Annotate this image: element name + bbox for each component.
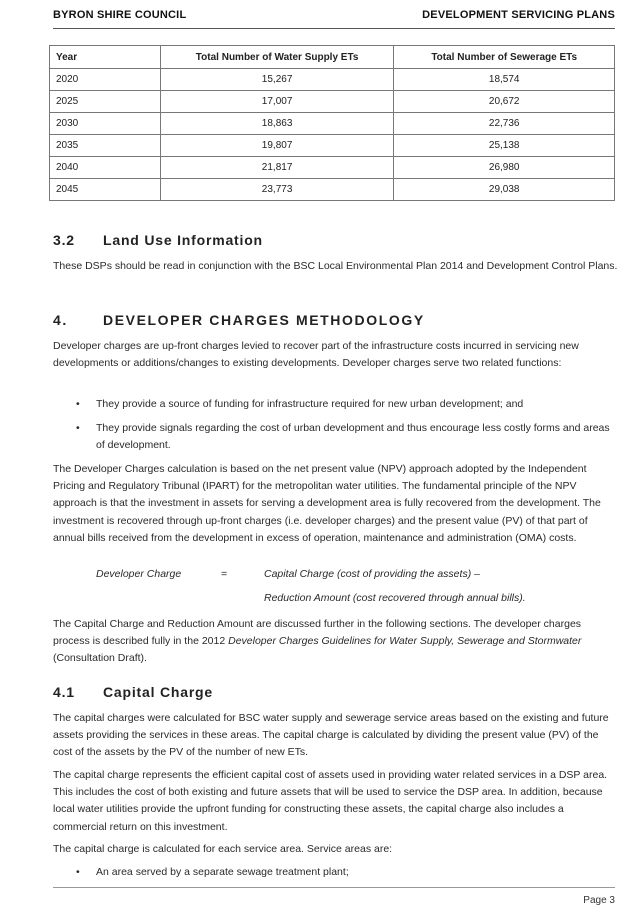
section-heading-3-2 <box>53 232 263 248</box>
et-projection-table <box>49 45 615 201</box>
list-item-text: An area served by a separate sewage treatment plant; <box>96 866 349 878</box>
paragraph-capital-charge-definition: The capital charge represents the efficient capital cost of assets used in providing water related services in a DSP area. This includes the cost of both existing and future assets that will be used to service the DSP area. In addition, because local water utilities provide the upfront funding for constructing these assets, the capital charge also includes a commercial return on this investment. <box>53 769 608 833</box>
paragraph-developer-charges-intro: Developer charges are up-front charges levied to recover part of the infrastructure costs incurred in servicing new developments or additions/changes to existing developments. Developer charges serve two related functions: <box>53 340 579 370</box>
table-row <box>50 91 615 113</box>
table-row <box>50 179 615 201</box>
paragraph-capital-charge-calc: The capital charges were calculated for BSC water supply and sewerage service areas based on the existing and future assets providing the services in these areas. The capital charge is calculated by dividing the present value (PV) of the cost of the assets by the PV of the number of new ETs. <box>53 712 609 759</box>
section-heading-4 <box>53 312 425 328</box>
table-cell-water: 15,267 <box>160 69 394 91</box>
table-header-water-ets: Total Number of Water Supply ETs <box>160 46 394 69</box>
table-cell-year: 2025 <box>50 91 161 113</box>
table-cell-year: 2045 <box>50 179 161 201</box>
table-cell-water: 19,807 <box>160 135 394 157</box>
table-cell-water: 17,007 <box>160 91 394 113</box>
list-item-text: They provide a source of funding for infrastructure required for new urban development; and <box>96 398 524 410</box>
table-header-row <box>50 46 615 69</box>
paragraph-service-areas: The capital charge is calculated for each service area. Service areas are: <box>53 843 393 855</box>
section-number: 4.1 <box>53 684 75 700</box>
table-cell-sewerage: 29,038 <box>394 179 615 201</box>
table-cell-sewerage: 26,980 <box>394 157 615 179</box>
paragraph-charges-process <box>53 616 619 668</box>
table-row <box>50 69 615 91</box>
table-cell-sewerage: 20,672 <box>394 91 615 113</box>
table-cell-year: 2040 <box>50 157 161 179</box>
guidelines-title: Developer Charges Guidelines for Water Supply, Sewerage and Stormwater <box>228 635 582 648</box>
table-row <box>50 135 615 157</box>
table-cell-water: 18,863 <box>160 113 394 135</box>
table-row <box>50 113 615 135</box>
table-cell-year: 2035 <box>50 135 161 157</box>
equation-equals-sign: = <box>221 568 228 580</box>
table-cell-sewerage: 22,736 <box>394 113 615 135</box>
section-number: 3.2 <box>53 232 75 248</box>
table-cell-sewerage: 25,138 <box>394 135 615 157</box>
section-title: DEVELOPER CHARGES METHODOLOGY <box>103 312 425 328</box>
table-cell-water: 23,773 <box>160 179 394 201</box>
bullet-icon: • <box>76 866 80 878</box>
paragraph-text: (Consultation Draft). <box>53 652 147 665</box>
section-title: Land Use Information <box>103 232 263 248</box>
list-item <box>76 864 614 881</box>
equation-capital-charge: Capital Charge (cost of providing the assets) – <box>264 568 480 580</box>
equation-reduction-amount: Reduction Amount (cost recovered through annual bills). <box>264 592 526 604</box>
paragraph-text: The Capital Charge and Reduction Amount are discussed further in the following sections. The developer charges process is described fully in the 2012 <box>53 618 582 648</box>
section-title: Capital Charge <box>103 684 213 700</box>
paragraph-npv-approach: The Developer Charges calculation is based on the net present value (NPV) approach adopted by the Independent Pricing and Regulatory Tribunal (IPART) for the metropolitan water utilities. The fundamental principle of the NPV approach is that the investment in assets for serving a development area is fully recovered from the development. The investment is recovered through up-front charges (i.e. developer charges) and the present value (PV) of that part of annual bills received from the development in excess of operation, maintenance and administration (OMA) costs. <box>53 463 601 544</box>
table-cell-year: 2020 <box>50 69 161 91</box>
table-cell-water: 21,817 <box>160 157 394 179</box>
list-item <box>76 396 614 413</box>
table-cell-year: 2030 <box>50 113 161 135</box>
bullet-icon: • <box>76 398 80 410</box>
footer-divider <box>53 887 615 888</box>
section-heading-4-1 <box>53 684 213 700</box>
paragraph-land-use: These DSPs should be read in conjunction with the BSC Local Environmental Plan 2014 and Development Control Plans. <box>53 260 618 272</box>
page-header <box>53 7 615 25</box>
list-item <box>76 420 614 454</box>
header-document-title: DEVELOPMENT SERVICING PLANS <box>422 9 615 21</box>
header-organisation: BYRON SHIRE COUNCIL <box>53 9 187 21</box>
table-header-sewerage-ets: Total Number of Sewerage ETs <box>394 46 615 69</box>
table-header-year: Year <box>50 46 161 69</box>
table-cell-sewerage: 18,574 <box>394 69 615 91</box>
section-number: 4. <box>53 312 68 328</box>
page-number: Page 3 <box>583 895 615 906</box>
bullet-icon: • <box>76 422 80 434</box>
equation-left-term: Developer Charge <box>96 568 182 580</box>
table-row <box>50 157 615 179</box>
header-divider <box>53 28 615 29</box>
list-item-text: They provide signals regarding the cost of urban development and thus encourage less costly forms and areas of development. <box>96 422 610 452</box>
